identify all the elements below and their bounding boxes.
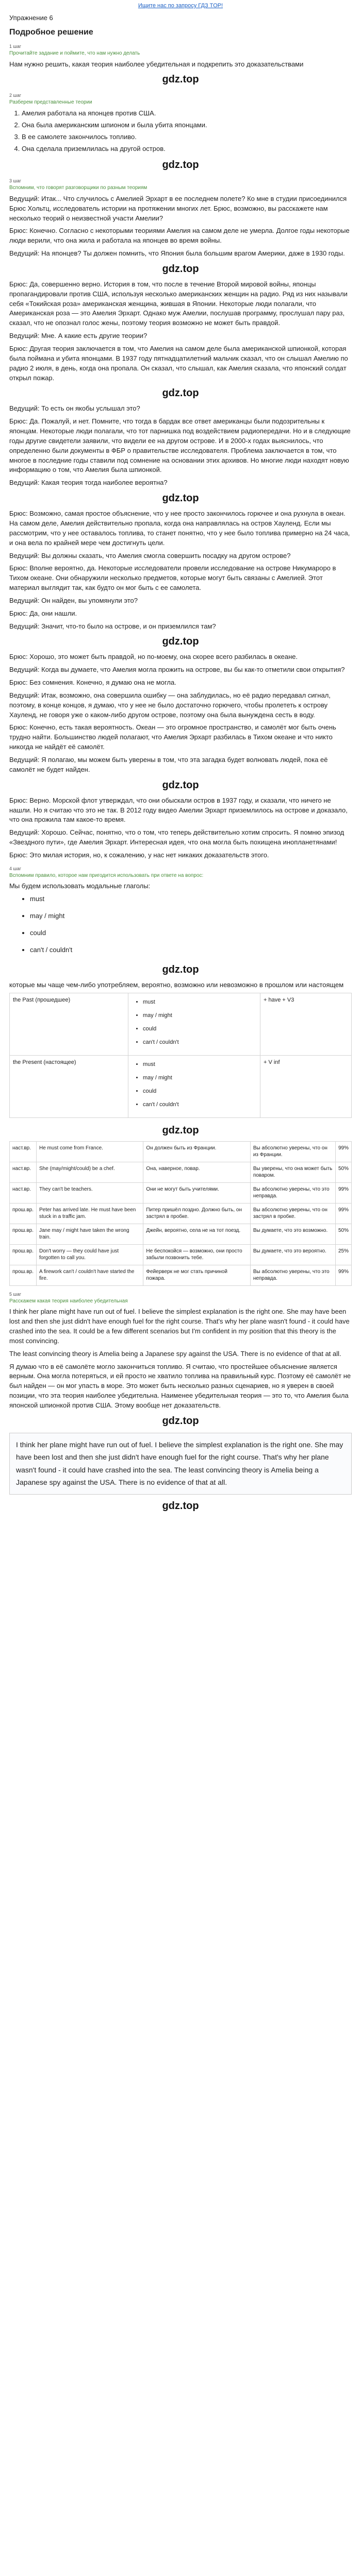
theory-item: 3. В ее самолете закончилось топливо. xyxy=(22,132,352,142)
table-cell: Вы уверены, что она может быть поваром. xyxy=(250,1162,335,1182)
dialogue-line: Брюс: Конечно. Согласно с некоторыми теориями Амелия на самом деле не умерла. Долгое годы некоторые люди верили, что она жила и работала на японцев во время войны. xyxy=(9,227,350,245)
table-cell: Вы абсолютно уверены, что это неправда. xyxy=(250,1265,335,1285)
modal-verb: • must xyxy=(30,894,352,904)
watermark: gdz.top xyxy=(162,159,199,171)
page-content xyxy=(9,13,352,1517)
step-5-task: Расскажем какая теория наиболее убедительная xyxy=(9,1298,128,1304)
table-cell: 99% xyxy=(335,1203,351,1224)
table-cell: 50% xyxy=(335,1162,351,1182)
tense-table xyxy=(9,993,352,1118)
step-4-task: Вспомним правило, которое нам пригодится использовать при ответе на вопрос: xyxy=(9,872,204,878)
tense-item: • could xyxy=(143,1025,257,1033)
theory-item: 1. Амелия работала на японцев против США. xyxy=(22,109,352,118)
tense-item: • may / might xyxy=(143,1012,257,1020)
dialogue-line: Ведущий: Итак... Что случилось с Амелией Эрхарт в ее последнем полете? Ко мне в студии присоединился Брюс Хольтц, исследователь истории на протяжении многих лет. Брюс, возможно, вы расскажете нам несколько теорий о неизвестной участи Амелии? xyxy=(9,194,347,222)
theory-item: 4. Она сделала приземлилась на другой остров. xyxy=(22,144,352,154)
tense-items xyxy=(128,1056,260,1118)
dialogue-line: Брюс: Возможно, самая простое объяснение, что у нее просто закончилось горючее и она рухнула в океан. На самом деле, Амелия действительно пропала, когда она направлялась на остров Хауленд. Если мы рассмотрим, что у нее оставалось топлива, то станет понятно, что у нее было топлива примерно на 24 часа, и она вела по крайней мере чем достигнуть цели. xyxy=(9,510,350,547)
table-row xyxy=(10,1162,352,1182)
table-cell: Вы абсолютно уверены, что он из Франции. xyxy=(250,1141,335,1162)
table-row xyxy=(10,1244,352,1265)
solution-title: Подробное решение xyxy=(9,27,93,37)
final-paragraph: The least convincing theory is Amelia being a Japanese spy against the USA. There is no evidence of that at all. xyxy=(9,1349,341,1358)
dialogue-line: Ведущий: Я полагаю, мы можем быть уверены в том, что эта загадка будет волновать людей, пока её самолёт не будет найден. xyxy=(9,756,328,773)
theory-item: 2. Она была американским шпионом и была убита японцами. xyxy=(22,121,352,130)
table-cell: Вы абсолютно уверены, что он застрял в пробке. xyxy=(250,1203,335,1224)
step-4-text: Мы будем использовать модальные глаголы: xyxy=(9,882,151,890)
table-cell: 99% xyxy=(335,1182,351,1203)
watermark: gdz.top xyxy=(162,493,199,504)
step-5-label: 5 шаг xyxy=(9,1291,22,1297)
step-1-text: Нам нужно решить, какая теория наиболее убедительная и подкрепить это доказательствами xyxy=(9,60,304,68)
final-translation: Я думаю что в её самолёте могло закончиться топливо. Я считаю, что простейшее объяснение является верным. Она могла потеряться, и ей просто не хватило топлива на правильный курс. Поэтому её самолёт не был найден — он мог упасть в море. Это может быть несколько разных сценариев, но я уверен в своей позиции, что эта теория наиболее убедительна. Наименее убедительная теория — это то, что Амелия была японской шпионкой против США. Этому вообще нет доказательств. xyxy=(9,1362,351,1410)
table-cell: Они не могут быть учителями. xyxy=(143,1182,250,1203)
table-cell: Вы думаете, что это возможно. xyxy=(250,1224,335,1244)
step-2-label: 2 шаг xyxy=(9,93,22,98)
exercise-title: Упражнение 6 xyxy=(9,14,53,22)
dialogue-line: Ведущий: Он найден, вы упомянули это? xyxy=(9,596,138,604)
modal-verb: • can't / couldn't xyxy=(30,945,352,955)
tense-item: • can't / couldn't xyxy=(143,1039,257,1047)
step-4-label: 4 шаг xyxy=(9,866,22,871)
table-cell: Питер пришёл поздно. Должно быть, он застрял в пробке. xyxy=(143,1203,250,1224)
table-cell: наст.вр. xyxy=(10,1182,37,1203)
dialogue-line: Ведущий: Хорошо. Сейчас, понятно, что о том, что теперь действительно хотим спросить. Я помню эпизод «Звездного пути», где Амелия Эрхарт. Интересная идея, что она могла быть похищена инопланетянами! xyxy=(9,828,344,846)
table-cell: She (may/might/could) be a chef. xyxy=(37,1162,143,1182)
step-4-after: которые мы чаще чем-либо употребляем, вероятно, возможно или невозможно в прошлом или настоящем xyxy=(9,980,344,989)
table-cell: Peter has arrived late. He must have been stuck in a traffic jam. xyxy=(37,1203,143,1224)
answer-box: I think her plane might have run out of fuel. I believe the simplest explanation is the right one. She may have been lost and then she just didn't have enough fuel for the right course. That's why her plane wasn't found - it could have crashed into the sea. The least convincing theory is Amelia being a Japanese spy against the USA. There is no evidence of that at all. xyxy=(9,1433,352,1495)
table-row xyxy=(10,1203,352,1224)
table-cell: прош.вр. xyxy=(10,1244,37,1265)
table-row xyxy=(10,993,352,1056)
tense-item: • could xyxy=(143,1088,257,1096)
dialogue-line: Ведущий: Значит, что-то было на острове, и он приземлился там? xyxy=(9,622,216,630)
examples-table xyxy=(9,1141,352,1286)
dialogue-line: Брюс: Другая теория заключается в том, что Амелия на самом деле была американской шпионкой, которая была поймана и убита японцами. В 1937 году пятнадцатилетний мальчик сказал, что он слышал Амелию по радио 2 июля, в день, когда она пропала. Он сказал, что слышал, как Амелия сказала, что японский солдат открыл пожар. xyxy=(9,345,348,382)
table-cell: They can't be teachers. xyxy=(37,1182,143,1203)
step-3-label: 3 шаг xyxy=(9,178,22,184)
dialogue-line: Ведущий: Вы должны сказать, что Амелия смогла совершить посадку на другом острове? xyxy=(9,551,291,560)
table-cell: прош.вр. xyxy=(10,1224,37,1244)
dialogue-line: Брюс: Да, совершенно верно. История в том, что после в течение Второй мировой войны, японцы пропагандировали против США, используя несколько американских женщин на радио. Ряд из них называли себя «Токийская роза» американская женщина, жившая в Японии. Некоторые люди полагали, что Американская роза — это Амелия Эрхарт. Однако муж Амелии, послушав программу, прослушал пару раз, сказал, что не опознал голос жены, поэтому теория возможно не может быть правдой. xyxy=(9,280,348,327)
final-paragraph: I think her plane might have run out of fuel. I believe the simplest explanation is the right one. She may have been lost and then she just didn't have enough fuel for the right course. That's why her plane wasn't found - it could have crashed into the sea. It could be a few different scenarios but I'm confident in my position that this theory is the most convincing. xyxy=(9,1308,350,1345)
watermark: gdz.top xyxy=(162,263,199,275)
dialogue-line: Брюс: Конечно, есть такая вероятность. Океан — это огромное пространство, и самолёт мог быть очень трудно найти. Большинство людей полагают, что Амелия Эрхарт разбилась в Тихом океане и что никто никогда не найдёт её самолёт. xyxy=(9,723,336,751)
search-us-link[interactable]: Ищите нас по запросу ГДЗ TOP! xyxy=(138,3,223,9)
table-cell: Don't worry — they could have just forgotten to call you. xyxy=(37,1244,143,1265)
watermark: gdz.top xyxy=(162,1124,199,1136)
table-row xyxy=(10,1056,352,1118)
step-2-task: Разберем представленные теории xyxy=(9,99,92,106)
dialogue xyxy=(9,194,352,860)
table-cell: Не must come from France. xyxy=(37,1141,143,1162)
table-cell: 50% xyxy=(335,1224,351,1244)
dialogue-line: Брюс: Вполне вероятно, да. Некоторые исследователи провели исследование на острове Никумароро в Тихом океане. Они обнаружили несколько предметов, которые могут быть связаны с Амелией. Этот материал выглядит так, как будто он мог быть с ее самолета. xyxy=(9,564,336,592)
watermark: gdz.top xyxy=(162,387,199,399)
table-row xyxy=(10,1224,352,1244)
table-cell: Не беспокойся — возможно, они просто забыли позвонить тебе. xyxy=(143,1244,250,1265)
step-3-task: Вспомним, что говорят разговорщики по разным теориям xyxy=(9,185,147,191)
top-banner xyxy=(0,0,361,11)
table-cell: прош.вр. xyxy=(10,1203,37,1224)
tense-note: + V inf xyxy=(260,1056,352,1118)
tense-items xyxy=(128,993,260,1056)
tense-item: • must xyxy=(143,998,257,1007)
modal-verb: • could xyxy=(30,928,352,938)
table-cell: 25% xyxy=(335,1244,351,1265)
dialogue-line: Брюс: Без сомнения. Конечно, я думаю она не могла. xyxy=(9,679,176,687)
step-1-label: 1 шаг xyxy=(9,44,22,49)
watermark: gdz.top xyxy=(162,636,199,648)
modal-verb: • may / might xyxy=(30,911,352,921)
table-cell: прош.вр. xyxy=(10,1265,37,1285)
dialogue-line: Ведущий: Итак, возможно, она совершила ошибку — она заблудилась, но её радио передавал сигнал, поэтому, в конце концов, я думаю, что у нее не было достаточно горючего, чтобы пролететь к острову Хауленд, не говоря уже о каком-либо другом острове, поэтому она была вынуждена сесть в воду. xyxy=(9,691,331,719)
tense-note: + have + V3 xyxy=(260,993,352,1056)
table-cell: 99% xyxy=(335,1265,351,1285)
watermark: gdz.top xyxy=(162,1415,199,1427)
table-cell: Джейн, вероятно, села не на тот поезд. xyxy=(143,1224,250,1244)
tense-head: the Past (прошедшее) xyxy=(10,993,128,1056)
dialogue-line: Ведущий: То есть он якобы услышал это? xyxy=(9,404,140,413)
table-row xyxy=(10,1182,352,1203)
dialogue-line: Брюс: Да. Пожалуй, и нет. Помните, что тогда в бардак все ответ американцы были подозрительны к японцам. Некоторые люди полагали, что тот парнишка под воздействием радиопередачи. Но и в следующие годы другие свидетели заявили, что видели ее на другом острове. И в 2000-х годах выяснилось, что определенно были документы в ФБР о правительстве исследователя. Проблема заключается в том, что многое в последние годы ставили под сомнение на основании этих архивов. Но многие люди находят новую информацию о том, что Амелия была шпионкой. xyxy=(9,417,351,474)
dialogue-line: Брюс: Хорошо, это может быть правдой, но по-моему, она скорее всего разбилась в океане. xyxy=(9,653,298,661)
tense-head: the Present (настоящее) xyxy=(10,1056,128,1118)
table-cell: наст.вр. xyxy=(10,1162,37,1182)
table-row xyxy=(10,1265,352,1285)
table-row xyxy=(10,1141,352,1162)
dialogue-line: Брюс: Это милая история, но, к сожалению, у нас нет никаких доказательств этого. xyxy=(9,851,269,859)
table-cell: Jane may / might have taken the wrong train. xyxy=(37,1224,143,1244)
watermark: gdz.top xyxy=(162,74,199,86)
tense-item: • may / might xyxy=(143,1074,257,1082)
dialogue-line: Ведущий: На японцев? Ты должен помнить, что Япония была большим врагом Америки, даже в 1930 годы. xyxy=(9,249,345,258)
table-cell: Он должен быть из Франции. xyxy=(143,1141,250,1162)
watermark: gdz.top xyxy=(162,963,199,975)
tense-item: • must xyxy=(143,1061,257,1069)
table-cell: наст.вр. xyxy=(10,1141,37,1162)
tense-item: • can't / couldn't xyxy=(143,1101,257,1109)
table-cell: Фейерверк не мог стать причиной пожара. xyxy=(143,1265,250,1285)
watermark: gdz.top xyxy=(162,779,199,791)
modal-verbs-list xyxy=(9,894,352,955)
dialogue-line: Ведущий: Какая теория тогда наиболее вероятна? xyxy=(9,479,168,487)
table-cell: Она, наверное, повар. xyxy=(143,1162,250,1182)
dialogue-line: Ведущий: Когда вы думаете, что Амелия могла прожить на острове, вы бы как-то отметили свои открытия? xyxy=(9,666,345,674)
table-cell: Вы думаете, что это вероятно. xyxy=(250,1244,335,1265)
table-cell: Вы абсолютно уверены, что это неправда. xyxy=(250,1182,335,1203)
dialogue-line: Брюс: Верно. Морской флот утверждал, что они обыскали остров в 1937 году, и сказали, что ничего не нашли. Но я считаю что это не так. В 2012 году видео Амелии Эрхарт приземлилось на острове и доказало, что она прожила там какое-то время. xyxy=(9,796,348,824)
dialogue-line: Ведущий: Мне. А какие есть другие теории? xyxy=(9,332,147,340)
theories-list xyxy=(9,109,352,154)
dialogue-line: Брюс: Да, они нашли. xyxy=(9,609,77,617)
table-cell: 99% xyxy=(335,1141,351,1162)
step-1-task: Прочитайте задание и поймите, что нам нужно делать xyxy=(9,50,140,57)
table-cell: A firework can't / couldn't have started the fire. xyxy=(37,1265,143,1285)
watermark: gdz.top xyxy=(162,1500,199,1512)
